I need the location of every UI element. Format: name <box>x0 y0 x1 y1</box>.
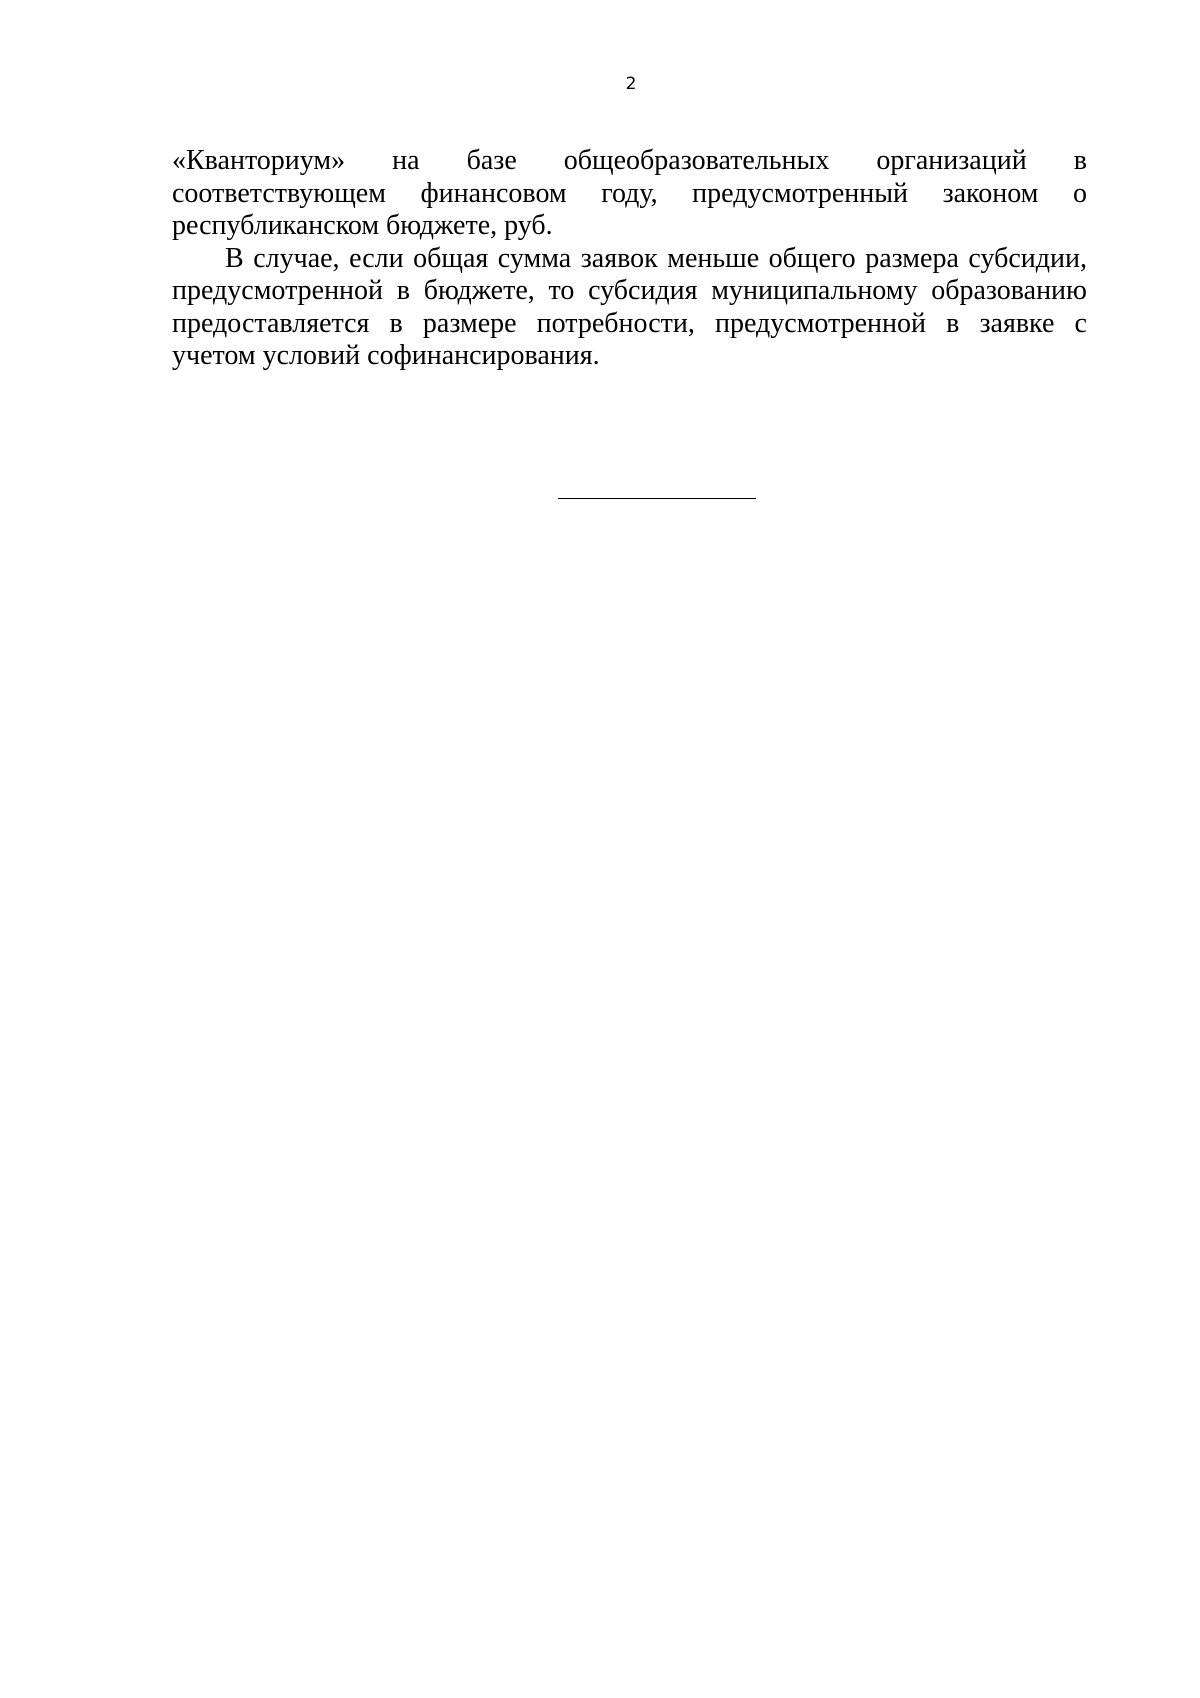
word: о <box>1072 177 1087 209</box>
word: в <box>396 275 410 306</box>
word: в <box>946 307 960 339</box>
word: общеобразовательных <box>563 145 830 176</box>
word: с <box>1074 307 1087 339</box>
text-line: учетом условий софинансирования. <box>172 340 600 371</box>
word: соответствующем <box>172 177 386 209</box>
word: базе <box>466 145 517 176</box>
closing-divider <box>558 498 756 499</box>
text-line <box>172 243 1087 276</box>
text-line <box>172 308 1087 341</box>
word: законом <box>942 177 1039 209</box>
word: заявок <box>580 242 658 274</box>
word: предоставляется <box>172 307 370 339</box>
page-number: 2 <box>625 74 637 94</box>
word: году, <box>601 177 658 209</box>
word: предусмотренный <box>692 177 909 209</box>
document-body <box>172 145 1087 373</box>
word: размера <box>865 242 959 274</box>
word: случае, <box>253 242 340 274</box>
word: заявке <box>979 307 1055 339</box>
word: на <box>392 145 420 176</box>
word: меньше <box>667 242 760 274</box>
word: общего <box>768 242 856 274</box>
paragraph-2 <box>172 243 1087 373</box>
word: то <box>548 275 575 306</box>
word: субсидия <box>588 275 698 306</box>
word: организаций <box>876 145 1027 176</box>
paragraph-1 <box>172 145 1087 243</box>
word: финансовом <box>420 177 567 209</box>
word: в <box>389 307 403 339</box>
text-line: республиканском бюджете, руб. <box>172 210 553 241</box>
text-line <box>172 145 1087 178</box>
word: «Кванториум» <box>172 145 346 176</box>
word: образованию <box>931 275 1087 306</box>
word: субсидии, <box>968 242 1087 274</box>
word: размере <box>422 307 517 339</box>
text-line <box>172 178 1087 211</box>
word: общая <box>413 242 489 274</box>
word: потребности, <box>536 307 695 339</box>
word: в <box>1073 145 1087 176</box>
word: если <box>349 242 404 274</box>
word: сумма <box>497 242 572 274</box>
word: предусмотренной <box>172 275 384 306</box>
word: предусмотренной <box>714 307 927 339</box>
word: В <box>225 242 244 274</box>
text-line <box>172 275 1087 308</box>
word: муниципальному <box>711 275 918 306</box>
word: бюджете, <box>423 275 535 306</box>
